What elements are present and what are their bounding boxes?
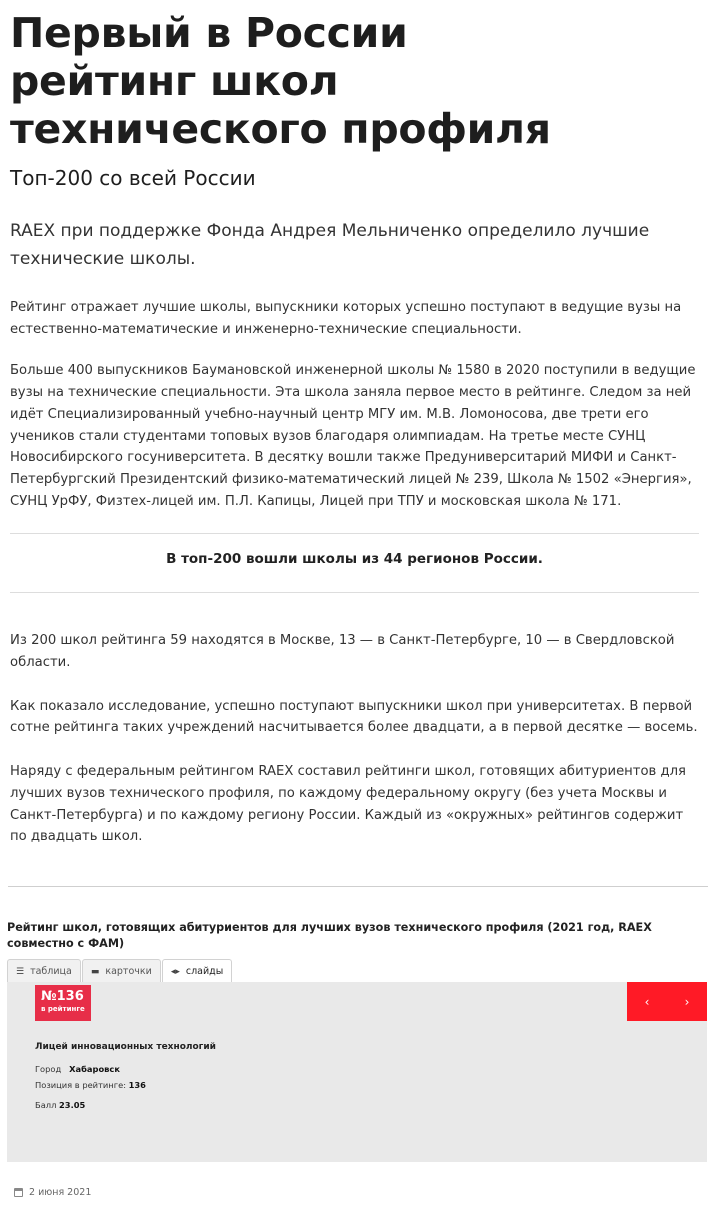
article-lead: RAEX при поддержке Фонда Андрея Мельниченко определило лучшие технические школы.	[10, 221, 650, 269]
rank-caption: в рейтинге	[41, 1005, 85, 1013]
highlight-text: В топ-200 вошли школы из 44 регионов России.	[166, 551, 543, 568]
position-label: Позиция в рейтинге:	[35, 1080, 126, 1090]
tab-slides[interactable]	[162, 959, 232, 983]
list-icon: ☰	[16, 966, 25, 977]
title-line: технического профиля	[10, 105, 551, 153]
tab-cards[interactable]	[82, 959, 161, 983]
city-field	[35, 1064, 120, 1074]
score-label: Балл	[35, 1100, 57, 1110]
prev-button[interactable]	[627, 982, 667, 1021]
position-field	[35, 1080, 146, 1090]
score-value: 23.05	[59, 1100, 86, 1110]
article-title	[10, 0, 699, 153]
paragraph: Наряду с федеральным рейтингом RAEX составил рейтинги школ, готовящих абитуриентов для лучших вузов технического профиля, по каждому федеральному округу (без учета Москвы и Санкт-Петербурга) и по каждому региону России. Каждый из «окружных» рейтингов содержит по двадцать школ.	[10, 764, 686, 845]
tab-label: слайды	[185, 966, 224, 977]
title-line: Первый в России	[10, 9, 408, 57]
calendar-icon	[14, 1188, 23, 1197]
next-button[interactable]	[667, 982, 707, 1021]
title-line: рейтинг школ	[10, 57, 339, 105]
card-icon: ▬	[90, 966, 100, 977]
school-name: Лицей инновационных технологий	[35, 1042, 216, 1052]
paragraph: Больше 400 выпускников Баумановской инженерной школы № 1580 в 2020 поступили в ведущие вузы на технические специальности. Эта школа заняла первое место в рейтинге. Следом за ней идёт Специализированный учебно-научный центр МГУ им. М.В. Ломоносова, две трети его учеников стали студентами топовых вузов благодаря олимпиадам. На третье месте СУНЦ Новосибирского госуниверситета. В десятку вошли также Предуниверситарий МИФИ и Санкт-Петербургский Президентский физико-математический лицей № 239, Школа № 1502 «Энергия», СУНЦ УрФУ, Физтех-лицей им. П.Л. Капицы, Лицей при ТПУ и московская школа № 171.	[10, 363, 696, 509]
paragraph: Как показало исследование, успешно поступают выпускники школ при университетах. В первой сотне рейтинга таких учреждений насчитывается более двадцати, а в первой десятке — восемь.	[10, 698, 698, 736]
city-label: Город	[35, 1064, 62, 1074]
tab-table[interactable]	[7, 959, 81, 983]
slide-nav	[627, 982, 707, 1021]
divider	[10, 592, 699, 593]
tab-label: карточки	[105, 966, 152, 977]
chevron-left-icon: ‹	[644, 994, 650, 1009]
paragraph: Рейтинг отражает лучшие школы, выпускники которых успешно поступают в ведущие вузы на естественно-математические и инженерно-технические специальности.	[10, 300, 682, 337]
position-value: 136	[128, 1080, 146, 1090]
rank-badge	[35, 985, 91, 1021]
date-text: 2 июня 2021	[29, 1187, 92, 1198]
city-value: Хабаровск	[69, 1064, 120, 1074]
slide-panel	[7, 982, 707, 1162]
view-tabs	[7, 959, 233, 983]
publish-date	[14, 1187, 91, 1198]
score-field	[35, 1100, 85, 1110]
section-divider	[8, 886, 708, 887]
chevron-right-icon: ›	[684, 994, 690, 1009]
slides-icon: ◂▸	[170, 966, 180, 977]
widget-title: Рейтинг школ, готовящих абитуриентов для лучших вузов технического профиля (2021 год, RAEX совместно с ФАМ)	[7, 921, 652, 950]
article-subtitle: Топ-200 со всей России	[10, 166, 256, 190]
tab-label: таблица	[30, 966, 72, 977]
rank-number: №136	[41, 989, 84, 1004]
paragraph: Из 200 школ рейтинга 59 находятся в Москве, 13 — в Санкт-Петербурге, 10 — в Свердловской области.	[10, 633, 675, 671]
